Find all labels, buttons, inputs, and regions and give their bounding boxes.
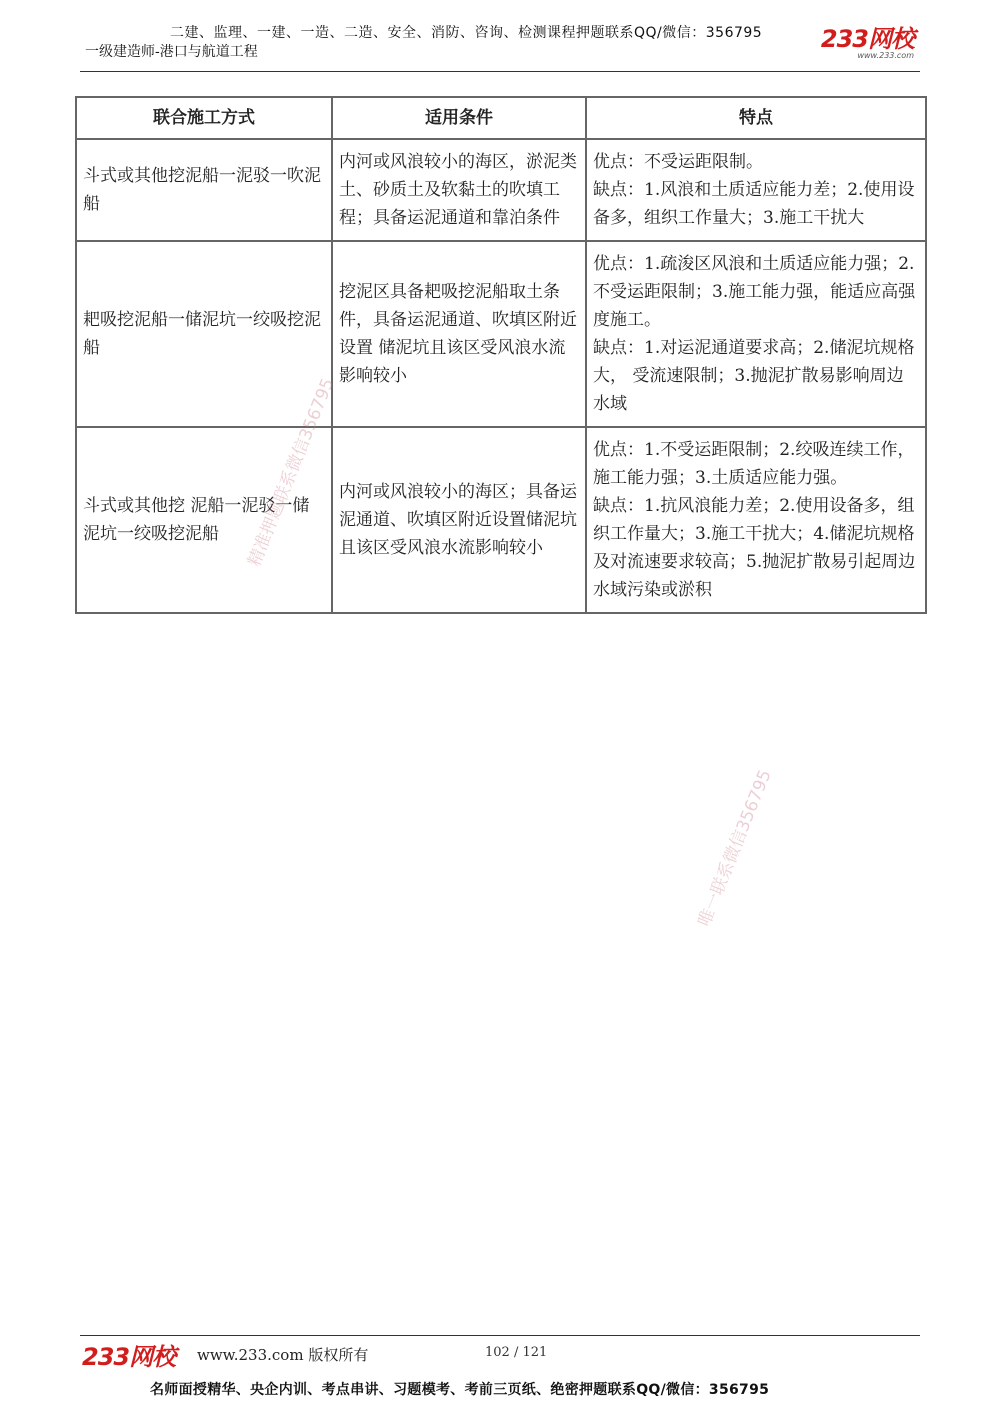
table-header-row: [76, 97, 926, 139]
brand-logo: [821, 26, 914, 60]
dredging-methods-table: [75, 96, 927, 614]
watermark-text: 唯一联系微信356795: [694, 767, 776, 930]
disadvantages-text: 缺点：1.对运泥通道要求高；2.储泥坑规格大， 受流速限制；3.抛泥扩散易影响周边水域: [593, 338, 915, 414]
disadvantages-text: 缺点：1.抗风浪能力差；2.使用设备多，组织工作量大；3.施工干扰大；4.储泥坑规格及对流速要求较高；5.抛泥扩散易引起周边水域污染或淤积: [593, 496, 916, 600]
brand-logo-text: 233网校: [820, 25, 914, 53]
features-cell: [586, 241, 926, 427]
header-conditions: 适用条件: [332, 97, 586, 139]
header-method: 联合施工方式: [76, 97, 332, 139]
table-row: [76, 427, 926, 613]
method-cell: 耙吸挖泥船一储泥坑一绞吸挖泥船: [76, 241, 332, 427]
table-row: [76, 139, 926, 241]
footer-promo-text: 名师面授精华、央企内训、考点串讲、习题模考、考前三页纸、绝密押题联系QQ/微信：356795: [150, 1382, 770, 1398]
features-cell: [586, 139, 926, 241]
footer-logo: 233网校: [82, 1343, 176, 1371]
document-subtitle: 一级建造师-港口与航道工程: [85, 44, 258, 60]
method-cell: 斗式或其他挖 泥船一泥驳一储泥坑一绞吸挖泥船: [76, 427, 332, 613]
watermark-text: 精准押题联系微信356795: [244, 375, 339, 570]
advantages-text: 优点：1.疏浚区风浪和土质适应能力强；2.不受运距限制；3.施工能力强，能适应高强度施工。: [593, 254, 916, 330]
page-number: 102 / 121: [485, 1345, 548, 1360]
conditions-cell: 内河或风浪较小的海区，淤泥类土、砂质土及软黏土的吹填工程；具备运泥通道和靠泊条件: [332, 139, 586, 241]
disadvantages-text: 缺点：1.风浪和土质适应能力差；2.使用设备多，组织工作量大；3.施工干扰大: [593, 180, 915, 228]
advantages-text: 优点：不受运距限制。: [593, 152, 763, 172]
header-promo-text: 二建、监理、一建、一造、二造、安全、消防、咨询、检测课程押题联系QQ/微信：356795: [170, 25, 763, 41]
brand-logo-url: www.233.com: [857, 51, 914, 60]
conditions-cell: 内河或风浪较小的海区；具备运泥通道、吹填区附近设置储泥坑且该区受风浪水流影响较小: [332, 427, 586, 613]
conditions-cell: 挖泥区具备耙吸挖泥船取土条件，具备运泥通道、吹填区附近设置 储泥坑且该区受风浪水流影响较小: [332, 241, 586, 427]
header-features: 特点: [586, 97, 926, 139]
footer-divider: [80, 1335, 920, 1336]
features-cell: [586, 427, 926, 613]
table-row: [76, 241, 926, 427]
footer-copyright: www.233.com 版权所有: [197, 1346, 369, 1364]
header-divider: [80, 71, 920, 72]
method-cell: 斗式或其他挖泥船一泥驳一吹泥船: [76, 139, 332, 241]
advantages-text: 优点：1.不受运距限制；2.绞吸连续工作，施工能力强；3.土质适应能力强。: [593, 440, 915, 488]
